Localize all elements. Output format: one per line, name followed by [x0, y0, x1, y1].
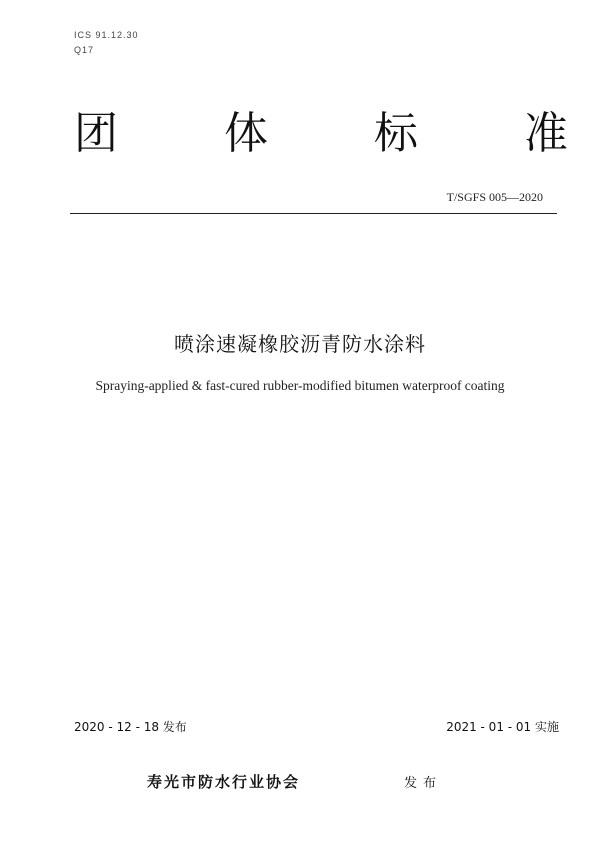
header-divider	[70, 213, 557, 214]
category-char-2: 体	[224, 108, 268, 159]
ics-code: ICS 91.12.30	[74, 30, 139, 40]
document-category-title	[74, 106, 570, 162]
issue-date: 2020 - 12 - 18 发布	[74, 720, 187, 734]
category-char-1: 团	[74, 108, 118, 159]
standard-number: T/SGFS 005—2020	[446, 190, 543, 204]
publish-label: 发布	[404, 776, 443, 791]
ccs-code: Q17	[74, 45, 95, 55]
title-english: Spraying-applied & fast-cured rubber-modified bitumen waterproof coating	[95, 378, 505, 393]
category-char-4: 准	[524, 108, 568, 159]
category-char-3: 标	[374, 108, 418, 159]
publisher-name: 寿光市防水行业协会	[147, 773, 301, 791]
implementation-date: 2021 - 01 - 01 实施	[446, 720, 559, 734]
title-chinese: 喷涂速凝橡胶沥青防水涂料	[174, 332, 426, 356]
